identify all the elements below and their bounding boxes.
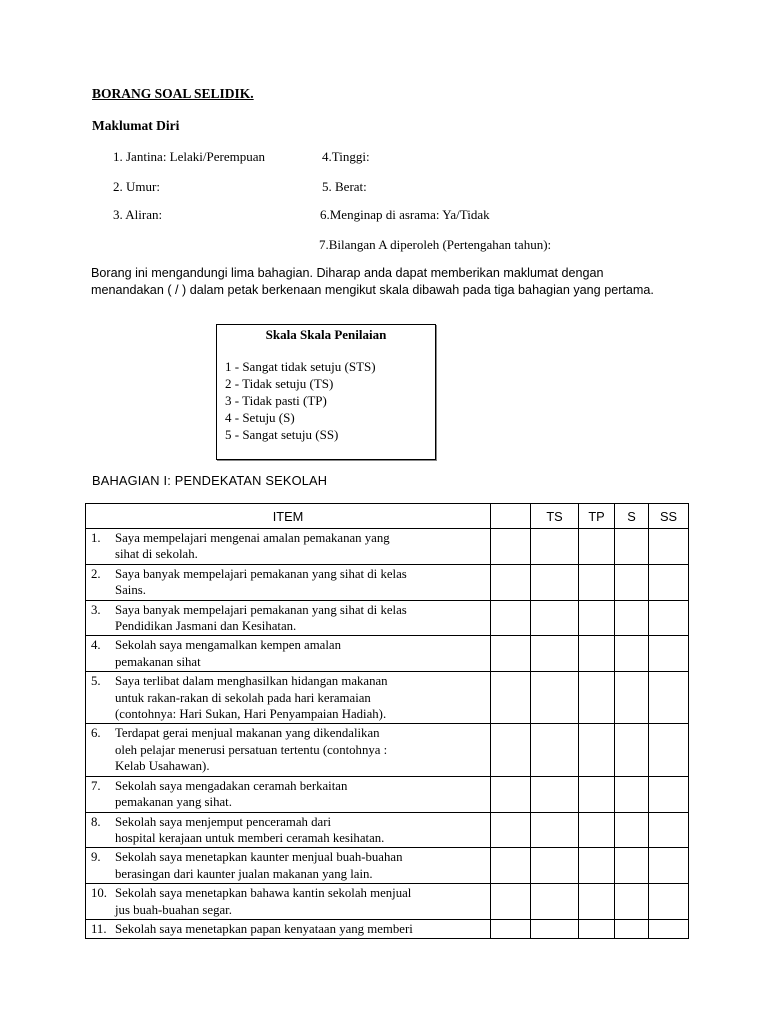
answer-cell-ts[interactable] [531,776,579,812]
answer-cell-ts[interactable] [531,848,579,884]
question-number: 11. [91,921,107,936]
question-text: Saya terlibat dalam menghasilkan hidangan makanan untuk rakan-rakan di sekolah pada hari keramaian (contohnya: Hari Sukan, Hari Penyampaian Hadiah). [115,674,388,722]
answer-cell-ss[interactable] [649,812,689,848]
answer-cell-s[interactable] [615,848,649,884]
scale-item: 2 - Tidak setuju (TS) [225,376,334,391]
question-text: Sekolah saya menetapkan kaunter menjual buah-buahan berasingan dari kaunter jualan makanan yang lain. [115,850,403,881]
rating-scale-box [216,324,436,460]
question-text: Sekolah saya menetapkan papan kenyataan yang memberi [115,921,413,936]
table-row [86,812,689,848]
question-text: Sekolah saya menjemput penceramah dari hospital kerajaan untuk memberi ceramah kesihatan. [115,814,385,845]
table-row [86,600,689,636]
answer-cell-ss[interactable] [649,848,689,884]
question-number: 1. [91,531,101,545]
question-cell [86,600,491,636]
answer-cell-tp[interactable] [579,776,615,812]
header-item: ITEM [86,504,491,529]
question-text: Sekolah saya mengadakan ceramah berkaitan pemakanan yang sihat. [115,778,348,810]
question-cell [86,884,491,920]
scale-item: 4 - Setuju (S) [225,410,295,425]
question-cell [86,919,491,938]
header-ss: SS [649,504,689,529]
question-cell [86,672,491,724]
header-tp: TP [579,504,615,529]
answer-cell-tp[interactable] [579,672,615,724]
scale-item: 3 - Tidak pasti (TP) [225,393,327,408]
question-number: 9. [91,850,101,865]
answer-cell-sts[interactable] [491,884,531,920]
question-number: 2. [91,566,101,581]
answer-cell-ss[interactable] [649,672,689,724]
answer-cell-s[interactable] [615,812,649,848]
question-number: 8. [91,814,101,829]
question-text: Saya banyak mempelajari pemakanan yang sihat di kelas Sains. [115,566,407,598]
answer-cell-s[interactable] [615,672,649,724]
answer-cell-sts[interactable] [491,919,531,938]
answer-cell-sts[interactable] [491,812,531,848]
answer-cell-ts[interactable] [531,724,579,776]
answer-cell-ts[interactable] [531,884,579,920]
answer-cell-ss[interactable] [649,884,689,920]
answer-cell-ss[interactable] [649,564,689,600]
table-row [86,776,689,812]
question-text: Saya mempelajari mengenai amalan pemakanan yang sihat di sekolah. [115,531,390,562]
answer-cell-ss[interactable] [649,529,689,565]
answer-cell-sts[interactable] [491,564,531,600]
answer-cell-sts[interactable] [491,600,531,636]
field-height: 4.Tinggi: [322,149,370,164]
table-row [86,884,689,920]
answer-cell-tp[interactable] [579,600,615,636]
field-weight: 5. Berat: [322,179,367,194]
question-cell [86,564,491,600]
question-number: 4. [91,638,101,653]
question-number: 10. [91,886,107,901]
question-cell [86,776,491,812]
answer-cell-ts[interactable] [531,600,579,636]
table-row [86,529,689,565]
table-row [86,848,689,884]
answer-cell-s[interactable] [615,919,649,938]
table-row [86,672,689,724]
answer-cell-s[interactable] [615,600,649,636]
intro-paragraph: Borang ini mengandungi lima bahagian. Diharap anda dapat memberikan maklumat dengan menandakan ( / ) dalam petak berkenaan mengikut skala dibawah pada tiga bahagian yang pertama. [91,266,654,297]
question-cell [86,636,491,672]
question-cell [86,724,491,776]
answer-cell-ss[interactable] [649,636,689,672]
answer-cell-ts[interactable] [531,529,579,565]
answer-cell-tp[interactable] [579,919,615,938]
answer-cell-sts[interactable] [491,724,531,776]
answer-cell-s[interactable] [615,529,649,565]
question-cell [86,812,491,848]
answer-cell-s[interactable] [615,564,649,600]
rating-scale-title: Skala Skala Penilaian [265,327,387,342]
questionnaire-table [85,503,689,939]
answer-cell-sts[interactable] [491,636,531,672]
answer-cell-ts[interactable] [531,636,579,672]
table-row [86,919,689,938]
question-text: Sekolah saya menetapkan bahawa kantin sekolah menjual jus buah-buahan segar. [115,886,412,917]
field-a-count: 7.Bilangan A diperoleh (Pertengahan tahun): [319,237,552,252]
question-text: Sekolah saya mengamalkan kempen amalan pemakanan sihat [115,638,341,669]
answer-cell-ts[interactable] [531,812,579,848]
answer-cell-s[interactable] [615,776,649,812]
field-gender: 1. Jantina: Lelaki/Perempuan [113,149,265,164]
answer-cell-ts[interactable] [531,672,579,724]
question-number: 3. [91,602,101,617]
table-header-row [86,504,689,529]
field-age: 2. Umur: [113,179,160,194]
answer-cell-ts[interactable] [531,919,579,938]
question-number: 7. [91,778,101,793]
form-title: BORANG SOAL SELIDIK. [92,86,254,101]
answer-cell-tp[interactable] [579,529,615,565]
table-row [86,564,689,600]
scale-item: 1 - Sangat tidak setuju (STS) [225,359,376,374]
answer-cell-ts[interactable] [531,564,579,600]
answer-cell-s[interactable] [615,636,649,672]
answer-cell-ss[interactable] [649,724,689,776]
answer-cell-ss[interactable] [649,600,689,636]
scale-item: 5 - Sangat setuju (SS) [225,427,339,442]
answer-cell-tp[interactable] [579,636,615,672]
field-hostel: 6.Menginap di asrama: Ya/Tidak [320,207,490,222]
answer-cell-sts[interactable] [491,672,531,724]
question-cell [86,848,491,884]
answer-cell-ss[interactable] [649,919,689,938]
section-1-title: BAHAGIAN I: PENDEKATAN SEKOLAH [92,473,328,488]
header-ts: TS [531,504,579,529]
answer-cell-s[interactable] [615,884,649,920]
field-stream: 3. Aliran: [113,207,163,222]
answer-cell-sts[interactable] [491,529,531,565]
answer-cell-tp[interactable] [579,848,615,884]
header-sts [491,504,531,529]
answer-cell-tp[interactable] [579,812,615,848]
answer-cell-s[interactable] [615,724,649,776]
answer-cell-ss[interactable] [649,776,689,812]
table-row [86,636,689,672]
answer-cell-tp[interactable] [579,724,615,776]
question-cell [86,529,491,565]
answer-cell-sts[interactable] [491,848,531,884]
question-text: Terdapat gerai menjual makanan yang dikendalikan oleh pelajar menerusi persatuan tertentu (contohnya : Kelab Usahawan). [115,726,388,774]
question-number: 5. [91,674,101,689]
table-row [86,724,689,776]
question-text: Saya banyak mempelajari pemakanan yang sihat di kelas Pendidikan Jasmani dan Kesihatan. [115,602,407,634]
answer-cell-sts[interactable] [491,776,531,812]
answer-cell-tp[interactable] [579,884,615,920]
header-s: S [615,504,649,529]
personal-info-heading: Maklumat Diri [92,118,180,133]
question-number: 6. [91,726,101,741]
answer-cell-tp[interactable] [579,564,615,600]
